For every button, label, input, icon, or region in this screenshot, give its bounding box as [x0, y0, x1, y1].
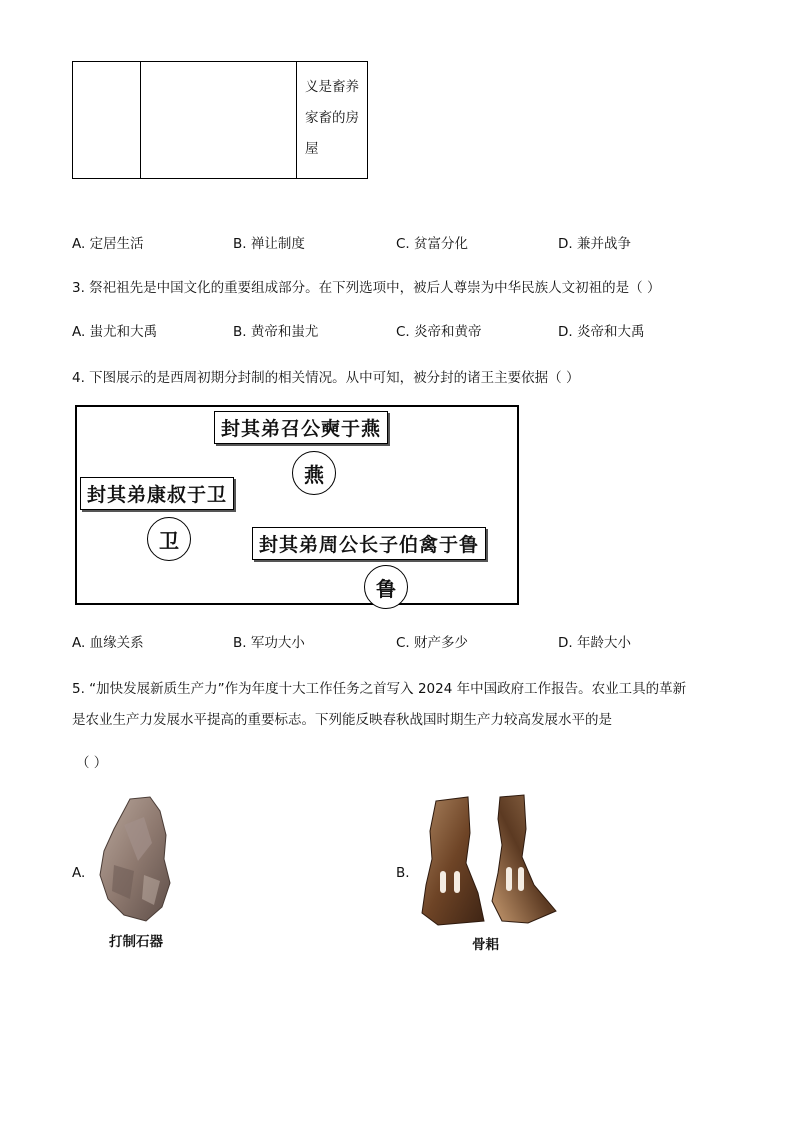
label-wei: 封其弟康叔于卫	[80, 477, 234, 510]
table-fragment	[72, 61, 368, 179]
q5-stem-line1: 5. “加快发展新质生产力”作为年度十大工作任务之首写入 2024 年中国政府工作报告。农业工具的革新	[72, 681, 687, 697]
q4-option-a: A. 血缘关系	[72, 635, 144, 651]
q2-option-a: A. 定居生活	[72, 236, 144, 252]
q4-option-b: B. 军功大小	[233, 635, 305, 651]
q5-option-a-caption: 打制石器	[109, 934, 163, 950]
q5-option-b-caption: 骨耜	[472, 937, 499, 953]
q2-option-c: C. 贫富分化	[396, 236, 469, 252]
q4-option-d: D. 年龄大小	[558, 635, 631, 651]
q4-option-c: C. 财产多少	[396, 635, 469, 651]
bone-spade-image	[418, 793, 560, 928]
q3-option-d: D. 炎帝和大禹	[558, 324, 645, 340]
q5-stem-line3: （ ）	[76, 755, 108, 771]
q3-stem: 3. 祭祀祖先是中国文化的重要组成部分。在下列选项中，被后人尊崇为中华民族人文初祖的是（ ）	[72, 280, 661, 296]
q5-option-a-letter: A.	[72, 865, 86, 881]
q5-stem-line2: 是农业生产力发展水平提高的重要标志。下列能反映春秋战国时期生产力较高发展水平的是	[72, 712, 612, 728]
circle-wei: 卫	[147, 517, 191, 561]
q3-option-b: B. 黄帝和蚩尤	[233, 324, 319, 340]
label-yan: 封其弟召公奭于燕	[214, 411, 388, 444]
table-cell-text: 义是畜养家畜的房屋	[305, 79, 359, 157]
q3-option-c: C. 炎帝和黄帝	[396, 324, 482, 340]
chipped-stone-tool-image	[94, 795, 174, 925]
q3-option-a: A. 蚩尤和大禹	[72, 324, 158, 340]
label-lu: 封其弟周公长子伯禽于鲁	[252, 527, 486, 560]
table-divider	[140, 62, 141, 178]
circle-yan: 燕	[292, 451, 336, 495]
table-divider	[296, 62, 297, 178]
q4-stem: 4. 下图展示的是西周初期分封制的相关情况。从中可知，被分封的诸王主要依据（ ）	[72, 370, 580, 386]
q2-option-d: D. 兼并战争	[558, 236, 631, 252]
circle-lu: 鲁	[364, 565, 408, 609]
q5-option-b-letter: B.	[396, 865, 410, 881]
fenfeng-figure	[75, 405, 519, 605]
q2-option-b: B. 禅让制度	[233, 236, 305, 252]
